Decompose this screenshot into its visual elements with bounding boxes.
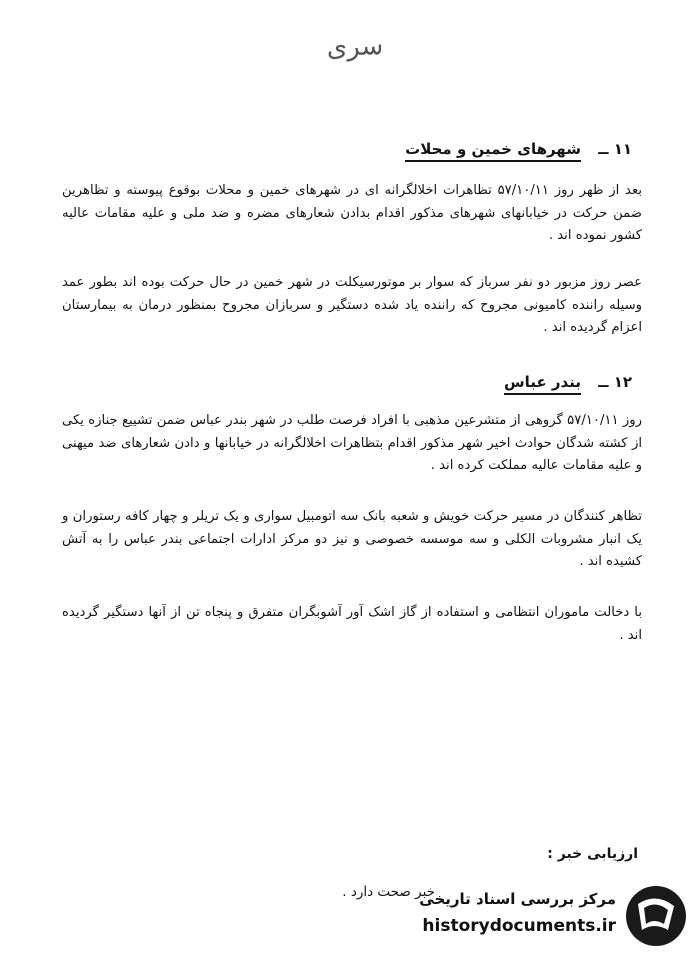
section-12-title: بندر عباس: [504, 373, 581, 395]
section-11-paragraph-1: بعد از ظهر روز ۵۷/۱۰/۱۱ تظاهرات اخلالگرانه ای در شهرهای خمین و محلات بوقوع پیوسته و تظاهرین ضمن حرکت در خیابانهای شهرهای مذکور اقدام بدادن شعارهای مضره و ضد ملی و علیه مقامات عالیه کشور نموده اند .: [62, 183, 642, 243]
section-11-paragraph-2: عصر روز مزبور دو نفر سرباز که سوار بر موتورسیکلت در شهر خمین در حال حرکت بوده اند بطور عمد وسیله راننده کامیونی مجروح که راننده یاد شده دستگیر و سربازان مجروح بمنظور درمان به بیمارستان اعزام گردیده اند .: [62, 275, 642, 335]
evaluation-label: ارزیابی خبر :: [547, 846, 638, 862]
section-12-heading: [504, 373, 632, 391]
archive-logo-icon: [624, 884, 688, 948]
section-12-paragraph-2: تظاهر کنندگان در مسیر حرکت خویش و شعبه بانک سه اتومبیل سواری و یک تریلر و چهار کافه رستوران و یک انبار مشروبات الکلی و سه موسسه خصوصی و نیز دو مرکز ادارات اجتماعی بندر عباس را به آتش کشیده اند .: [62, 509, 642, 569]
section-12-number: ۱۲ ــ: [598, 373, 632, 391]
section-12-paragraph-1: روز ۵۷/۱۰/۱۱ گروهی از متشرعین مذهبی با افراد فرصت طلب در شهر بندر عباس ضمن تشییع جنازه یکی از کشته شدگان حوادث اخیر شهر مذکور اقدام بتظاهرات اخلالگرانه در خیابانها و دادن شعارهای ضد میهنی و علیه مقامات عالیه مملکت کرده اند .: [62, 413, 642, 473]
evaluation-value: خبر صحت دارد .: [342, 884, 435, 900]
section-11-heading: [405, 140, 632, 158]
watermark: [416, 884, 688, 950]
section-11-number: ۱۱ ــ: [598, 140, 632, 158]
section-11-title: شهرهای خمین و محلات: [405, 140, 581, 162]
classification-stamp: سری: [326, 31, 384, 63]
section-12-paragraph-3: با دخالت ماموران انتظامی و استفاده از گاز اشک آور آشوبگران متفرق و پنجاه تن از آنها دستگیر گردیده اند .: [62, 605, 642, 643]
watermark-url: historydocuments.ir: [422, 916, 616, 936]
watermark-name: مرکز بررسی اسناد تاریخی: [419, 890, 616, 908]
